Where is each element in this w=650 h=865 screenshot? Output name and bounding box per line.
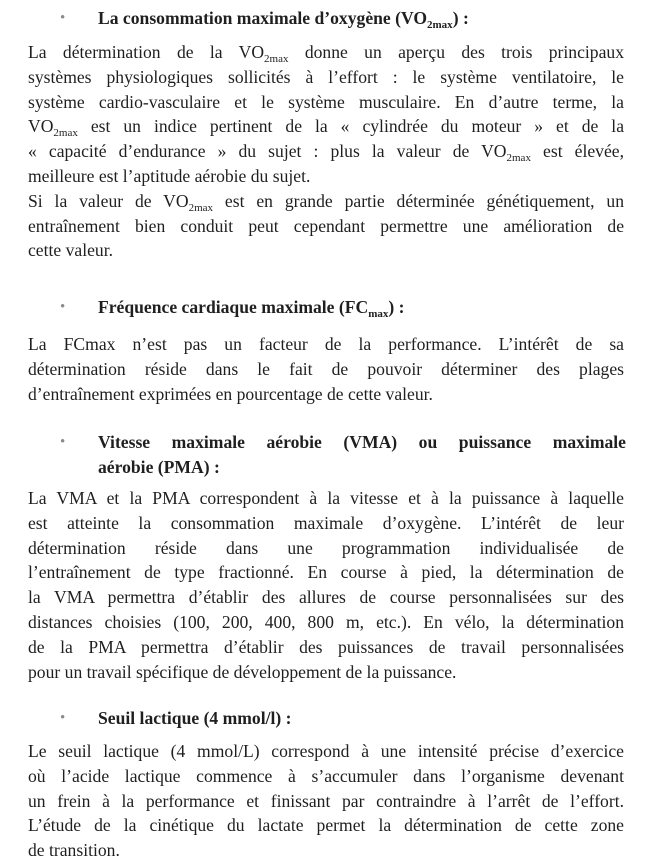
- bullet-icon: •: [60, 299, 66, 315]
- text-line: est atteinte la consommation maximale d’oxygène. L’intérêt de leur: [28, 512, 624, 533]
- text-line: systèmes physiologiques sollicités à l’effort : le système ventilatoire, le: [28, 66, 624, 87]
- paragraph-vo2max: [28, 40, 624, 263]
- text-line: un frein à la performance et finissant par contraindre à l’arrêt de l’effort.: [28, 790, 624, 811]
- paragraph-seuil-lactique: [28, 739, 624, 863]
- text-line: détermination réside dans le fait de pouvoir déterminer des plages: [28, 358, 624, 379]
- text-line: la VMA permettra d’établir des allures de course personnalisées sur des: [28, 587, 624, 608]
- text-line: système cardio-vasculaire et le système musculaire. En d’autre terme, la: [28, 91, 624, 112]
- text-line: entraînement bien conduit peut cependant permettre une amélioration de: [28, 215, 624, 236]
- text-line: cette valeur.: [28, 240, 113, 261]
- text-line: Le seuil lactique (4 mmol/L) correspond à une intensité précise d’exercice: [28, 741, 624, 761]
- text-line: La VMA et la PMA correspondent à la vitesse et à la puissance à laquelle: [28, 488, 624, 508]
- text-line: meilleure est l’aptitude aérobie du sujet.: [28, 165, 311, 186]
- paragraph-fcmax: [28, 332, 624, 406]
- text-line: détermination réside dans une programmation individualisée de: [28, 537, 624, 558]
- text-line: de la PMA permettra d’établir des puissances de travail personnalisées: [28, 636, 624, 657]
- text-line: L’étude de la cinétique du lactate permet la détermination de cette zone: [28, 815, 624, 836]
- text-line: d’entraînement exprimées en pourcentage de cette valeur.: [28, 383, 433, 404]
- text-line: où l’acide lactique commence à s’accumuler dans l’organisme devenant: [28, 765, 624, 786]
- text-line: l’entraînement de type fractionné. En course à pied, la détermination de: [28, 562, 624, 583]
- bullet-icon: •: [60, 10, 66, 26]
- text-line: distances choisies (100, 200, 400, 800 m, etc.). En vélo, la détermination: [28, 611, 624, 632]
- bullet-icon: •: [60, 434, 66, 450]
- text-line: Si la valeur de $VO_{2max}$ est en grande partie déterminée génétiquement, un: [28, 190, 624, 214]
- text-line: pour un travail spécifique de développement de la puissance.: [28, 661, 457, 682]
- text-line: de transition.: [28, 840, 120, 861]
- text-line: $VO_{2max}$ est un indice pertinent de la « cylindrée du moteur » et de la: [28, 116, 624, 140]
- text-line: La FCmax n’est pas un facteur de la performance. L’intérêt de sa: [28, 334, 624, 354]
- document-page: • La consommation maximale d’oxygène $(VO_{2max})$ : La détermination de la $VO_{2max}$ donne un aperçu des trois principaux systèmes physiologiques sollicités à l’effort : le système ventilatoire, le système cardio-vasculaire et le système musculaire. En d’autre terme, la $VO_{2max}$ est un indice pertinent de la « cylindrée du moteur » et de la « capacité d’endurance » du sujet : plus la valeur de $VO_{2max}$ est élevée, meilleure est l’aptitude aérobie du sujet. Si la valeur de $VO_{2max}$ est en grande partie déterminée génétiquement, un entraînement bien conduit peut cependant permettre une amélioration de cette valeur. • Fréquence cardiaque maximale $(FC_{max})$ : La FCmax n’est pas un facteur de la performance. L’intérêt de sa détermination réside dans le fait de pouvoir déterminer des plages d’entraînement exprimées en pourcentage de cette valeur. • Vitesse maximale aérobie (VMA) ou puissance maximale aérobie (PMA) : La VMA et la PMA correspondent à la vitesse et à la puissance à laquelle est atteinte la consommation maximale d’oxygène. L’intérêt de leur détermination réside dans une programmation individualisée de l’entraînement de type fractionné. En course à pied, la détermination de la VMA permettra d’établir des allures de course personnalisées sur des distances choisies (100, 200, 400, 800 m, etc.). En vélo, la détermination de la PMA permettra d’établir des puissances de travail personnalisées pour un travail spécifique de développement de la puissance. • Seuil lactique (4 mmol/l) : Le seuil lactique (4 mmol/L) correspond à une intensité précise d’exercice où l’acide lactique commence à s’accumuler dans l’organisme devenant un frein à la performance et finissant par contraindre à l’arrêt de l’effort. L’étude de la cinétique du lactate permet la détermination de cette zone de transition.: [0, 0, 650, 865]
- bullet-icon: •: [60, 710, 66, 726]
- text-line: « capacité d’endurance » du sujet : plus la valeur de $VO_{2max}$ est élevée,: [28, 141, 624, 165]
- paragraph-vma-pma: [28, 486, 624, 684]
- text-line: La détermination de la $VO_{2max}$ donne un aperçu des trois principaux: [28, 42, 624, 65]
